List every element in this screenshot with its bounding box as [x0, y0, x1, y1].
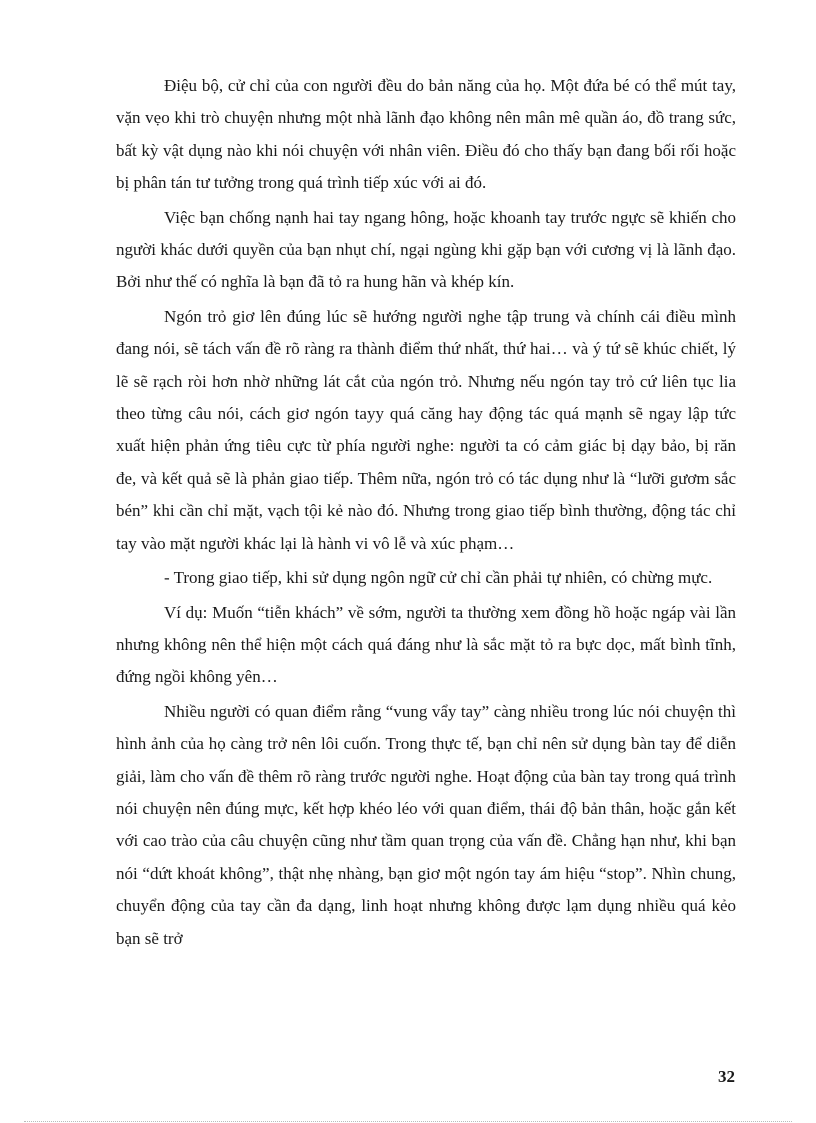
paragraph-example-guests: Ví dụ: Muốn “tiễn khách” về sớm, người ta thường xem đồng hồ hoặc ngáp vài lần nhưng không nên thể hiện một cách quá đáng như là sắc mặt tỏ ra bực dọc, mất bình tĩnh, đứng ngồi không yên…	[116, 602, 736, 687]
paragraph-index-finger: Ngón trỏ giơ lên đúng lúc sẽ hướng người nghe tập trung và chính cái điều mình đang nói, sẽ tách vấn đề rõ ràng ra thành điểm thứ nhất, thứ hai… và ý tứ sẽ khúc chiết, lý lẽ sẽ rạch ròi hơn nhờ những lát cắt của ngón trỏ. Nhưng nếu ngón tay trỏ cứ liên tục lia theo từng câu nói, cách giơ ngón tayy quá căng hay động tác quá mạnh sẽ ngay lập tức xuất hiện phản ứng tiêu cực từ phía người nghe: người ta có cảm giác bị dạy bảo, bị răn đe, và kết quả sẽ là phản giao tiếp. Thêm nữa, ngón trỏ có tác dụng như là “lưỡi gươm sắc bén” khi cần chỉ mặt, vạch tội kẻ nào đó. Nhưng trong giao tiếp bình thường, động tác chỉ tay vào mặt người khác lại là hành vi vô lễ và xúc phạm…	[116, 306, 736, 553]
page-number: 32	[718, 1067, 735, 1086]
paragraph-hands-on-hips: Việc bạn chống nạnh hai tay ngang hông, hoặc khoanh tay trước ngực sẽ khiến cho người khác dưới quyền của bạn nhụt chí, ngại ngùng khi gặp bạn với cương vị là lãnh đạo. Bởi như thế có nghĩa là bạn đã tỏ ra hung hãn và khép kín.	[116, 207, 736, 292]
paragraph-body-gestures-instinct: Điệu bộ, cử chỉ của con người đều do bản năng của họ. Một đứa bé có thể mút tay, vặn vẹo khi trò chuyện nhưng một nhà lãnh đạo không nên mân mê quần áo, đồ trang sức, bất kỳ vật dụng nào khi nói chuyện với nhân viên. Điều đó cho thấy bạn đang bối rối hoặc bị phân tán tư tưởng trong quá trình tiếp xúc với ai đó.	[116, 76, 736, 193]
page-bottom-divider	[24, 1121, 792, 1122]
paragraph-natural-gestures: - Trong giao tiếp, khi sử dụng ngôn ngữ cử chỉ cần phải tự nhiên, có chừng mực.	[164, 568, 713, 588]
paragraph-waving-hands: Nhiều người có quan điểm rằng “vung vẩy tay” càng nhiều trong lúc nói chuyện thì hình ảnh của họ càng trở nên lôi cuốn. Trong thực tế, bạn chỉ nên sử dụng bàn tay để diễn giải, làm cho vấn đề thêm rõ ràng trước người nghe. Hoạt động của bàn tay trong quá trình nói chuyện nên đúng mực, kết hợp khéo léo với quan điểm, thái độ bản thân, hoặc gắn kết với cao trào của câu chuyện cũng như tầm quan trọng của vấn đề. Chẳng hạn như, khi bạn nói “dứt khoát không”, thật nhẹ nhàng, bạn giơ một ngón tay ám hiệu “stop”. Nhìn chung, chuyển động của tay cần đa dạng, linh hoạt nhưng không được lạm dụng nhiều quá kẻo bạn sẽ trở	[116, 701, 736, 948]
page-body	[116, 70, 736, 955]
